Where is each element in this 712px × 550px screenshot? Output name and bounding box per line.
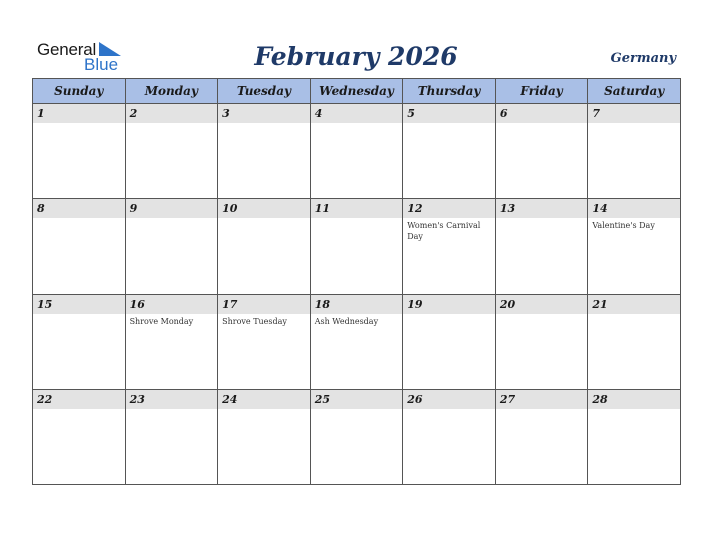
week-row [33, 294, 681, 389]
day-cell[interactable] [403, 199, 496, 294]
day-number: 7 [588, 104, 680, 123]
day-cell[interactable] [588, 294, 681, 389]
day-number: 16 [126, 295, 218, 314]
week-row [33, 104, 681, 199]
holiday-label: Shrove Tuesday [222, 316, 287, 326]
day-cell[interactable] [495, 389, 588, 484]
day-cell[interactable] [310, 199, 403, 294]
day-number: 26 [403, 390, 495, 409]
day-number: 20 [496, 295, 588, 314]
day-cell[interactable] [218, 104, 311, 199]
logo-word-blue: Blue [84, 55, 119, 74]
logo-word-general: General [37, 40, 97, 59]
weekday-header-row [33, 79, 681, 104]
day-cell[interactable] [218, 294, 311, 389]
day-number: 23 [126, 390, 218, 409]
day-number: 24 [218, 390, 310, 409]
day-number: 12 [403, 199, 495, 218]
day-cell[interactable] [588, 199, 681, 294]
weekday-header-friday: Friday [495, 79, 588, 104]
day-number: 4 [311, 104, 403, 123]
day-number: 8 [33, 199, 125, 218]
day-cell[interactable] [310, 389, 403, 484]
day-number: 1 [33, 104, 125, 123]
day-cell[interactable] [33, 294, 126, 389]
day-cell[interactable] [310, 104, 403, 199]
day-number: 19 [403, 295, 495, 314]
weekday-header-saturday: Saturday [588, 79, 681, 104]
day-number: 14 [588, 199, 680, 218]
week-row [33, 199, 681, 294]
country-label: Germany [610, 51, 676, 66]
day-cell[interactable] [218, 389, 311, 484]
day-number: 21 [588, 295, 680, 314]
calendar-grid [32, 78, 681, 485]
day-cell[interactable] [125, 104, 218, 199]
holiday-label: Valentine's Day [592, 221, 655, 231]
weekday-header-thursday: Thursday [403, 79, 496, 104]
day-number: 17 [218, 295, 310, 314]
day-cell[interactable] [403, 389, 496, 484]
day-cell[interactable] [310, 294, 403, 389]
day-cell[interactable] [218, 199, 311, 294]
holiday-label: Ash Wednesday [314, 316, 379, 326]
weekday-header-tuesday: Tuesday [218, 79, 311, 104]
day-cell[interactable] [495, 199, 588, 294]
day-number: 22 [33, 390, 125, 409]
day-cell[interactable] [403, 294, 496, 389]
day-cell[interactable] [588, 389, 681, 484]
holiday-label: Shrove Monday [129, 316, 194, 326]
day-number: 15 [33, 295, 125, 314]
calendar-body [33, 104, 681, 485]
day-number: 13 [496, 199, 588, 218]
holiday-label: Women's Carnival Day [407, 221, 481, 242]
day-number: 11 [311, 199, 403, 218]
day-number: 25 [311, 390, 403, 409]
day-number: 5 [403, 104, 495, 123]
day-number: 3 [218, 104, 310, 123]
day-cell[interactable] [588, 104, 681, 199]
day-cell[interactable] [33, 104, 126, 199]
day-number: 10 [218, 199, 310, 218]
day-number: 18 [311, 295, 403, 314]
weekday-header-sunday: Sunday [33, 79, 126, 104]
weekday-header-monday: Monday [125, 79, 218, 104]
day-number: 9 [126, 199, 218, 218]
week-row [33, 389, 681, 484]
page-title: February 2026 [254, 42, 458, 71]
day-number: 27 [496, 390, 588, 409]
day-cell[interactable] [125, 389, 218, 484]
day-number: 28 [588, 390, 680, 409]
day-cell[interactable] [495, 104, 588, 199]
day-cell[interactable] [33, 199, 126, 294]
day-cell[interactable] [495, 294, 588, 389]
day-cell[interactable] [33, 389, 126, 484]
day-cell[interactable] [125, 294, 218, 389]
weekday-header-wednesday: Wednesday [310, 79, 403, 104]
day-number: 6 [496, 104, 588, 123]
day-cell[interactable] [403, 104, 496, 199]
day-number: 2 [126, 104, 218, 123]
day-cell[interactable] [125, 199, 218, 294]
